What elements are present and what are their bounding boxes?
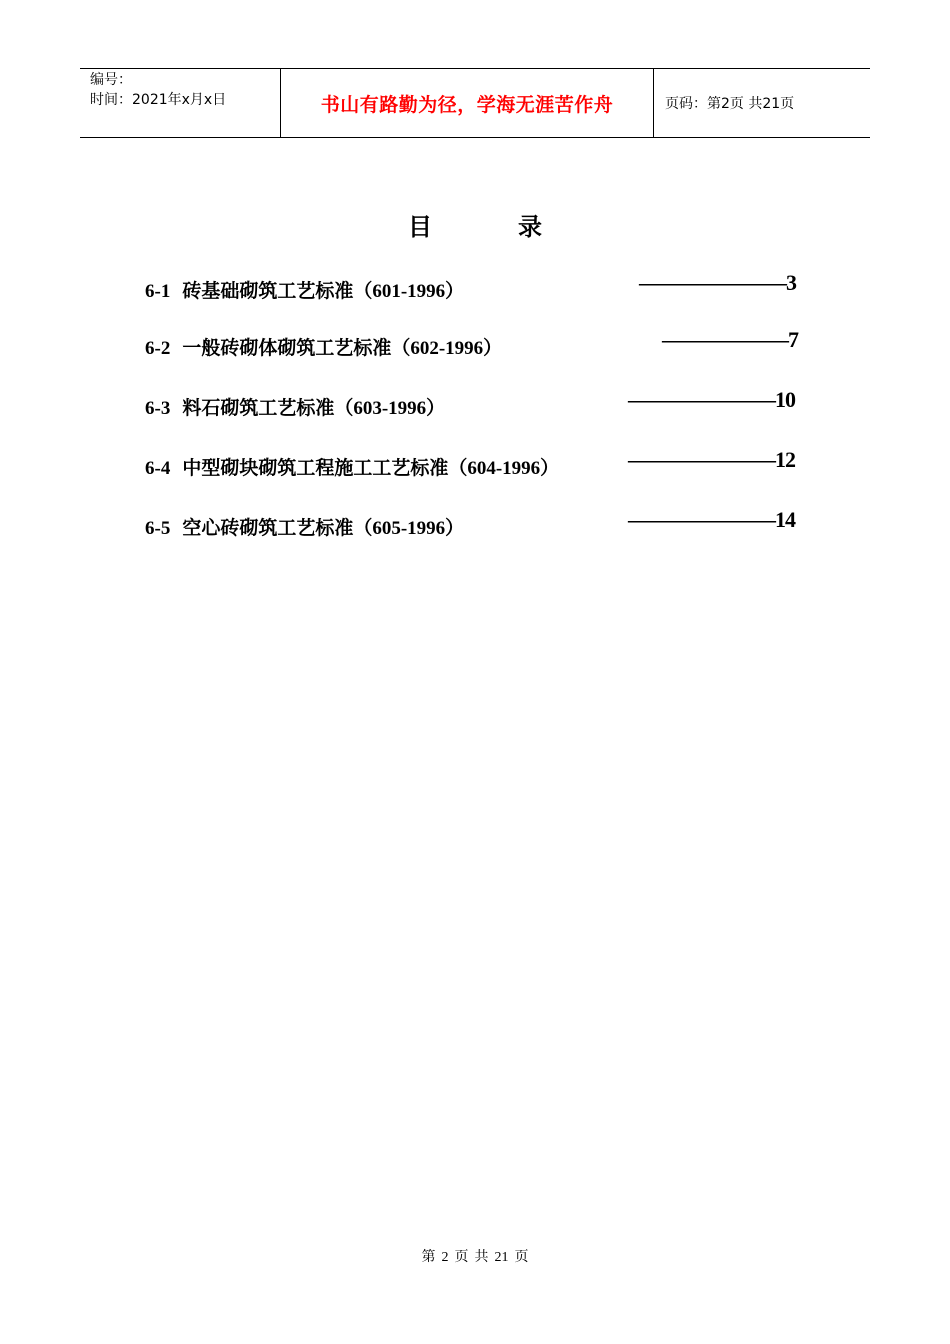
toc-entry-title: 料石砌筑工艺标准（603-1996） bbox=[182, 398, 446, 419]
toc-entry-leader: ——————— bbox=[628, 507, 775, 532]
toc-title bbox=[0, 207, 950, 242]
toc-entry-title: 中型砌块砌筑工程施工工艺标准（604-1996） bbox=[182, 458, 560, 479]
footer-total-prefix: 共 bbox=[474, 1250, 489, 1265]
toc-entry-code: 6-5 bbox=[145, 518, 171, 539]
toc-entry[interactable] bbox=[145, 387, 795, 419]
toc-entry[interactable] bbox=[145, 447, 795, 479]
toc-entry[interactable] bbox=[145, 327, 798, 359]
toc-entry[interactable] bbox=[145, 507, 795, 539]
footer-prefix: 第 bbox=[421, 1250, 436, 1265]
toc-entry-code: 6-4 bbox=[145, 458, 171, 479]
header-page-cell bbox=[655, 69, 870, 137]
toc-entry-code: 6-2 bbox=[145, 338, 171, 359]
footer-total: 21 bbox=[494, 1250, 509, 1265]
toc-entry-page: 7 bbox=[788, 327, 798, 352]
footer-page-unit: 页 bbox=[454, 1250, 469, 1265]
toc-entry-page: 14 bbox=[775, 507, 795, 532]
toc-entry-page: 12 bbox=[775, 447, 795, 472]
toc-entry-page: 3 bbox=[786, 270, 796, 295]
toc-entry-leader: ——————— bbox=[628, 387, 775, 412]
toc-entry[interactable] bbox=[145, 270, 796, 302]
header-motto-cell bbox=[281, 69, 654, 137]
toc-entry-leader: ——————— bbox=[639, 270, 786, 295]
toc-entry-title: 砖基础砌筑工艺标准（601-1996） bbox=[182, 281, 465, 302]
footer-page: 2 bbox=[441, 1250, 449, 1265]
toc-title-left: 目 bbox=[408, 212, 432, 241]
toc-entry-page: 10 bbox=[775, 387, 795, 412]
document-time-label: 时间：2021年x月x日 bbox=[90, 92, 227, 108]
header-motto: 书山有路勤为径，学海无涯苦作舟 bbox=[320, 93, 614, 116]
header-page-info: 页码：第2页 共21页 bbox=[665, 96, 795, 112]
footer-total-unit: 页 bbox=[514, 1250, 529, 1265]
toc-entry-leader: ——————— bbox=[628, 447, 775, 472]
header-table bbox=[80, 68, 870, 138]
page-footer bbox=[0, 1246, 950, 1266]
toc-entry-code: 6-1 bbox=[145, 281, 171, 302]
toc-entry-leader: —————— bbox=[662, 327, 788, 352]
toc-entry-title: 一般砖砌体砌筑工艺标准（602-1996） bbox=[182, 338, 503, 359]
header-meta-cell bbox=[80, 69, 281, 137]
toc-title-right: 录 bbox=[518, 212, 542, 241]
toc-entry-code: 6-3 bbox=[145, 398, 171, 419]
toc-entry-title: 空心砖砌筑工艺标准（605-1996） bbox=[182, 518, 465, 539]
document-number-label: 编号： bbox=[90, 72, 132, 88]
